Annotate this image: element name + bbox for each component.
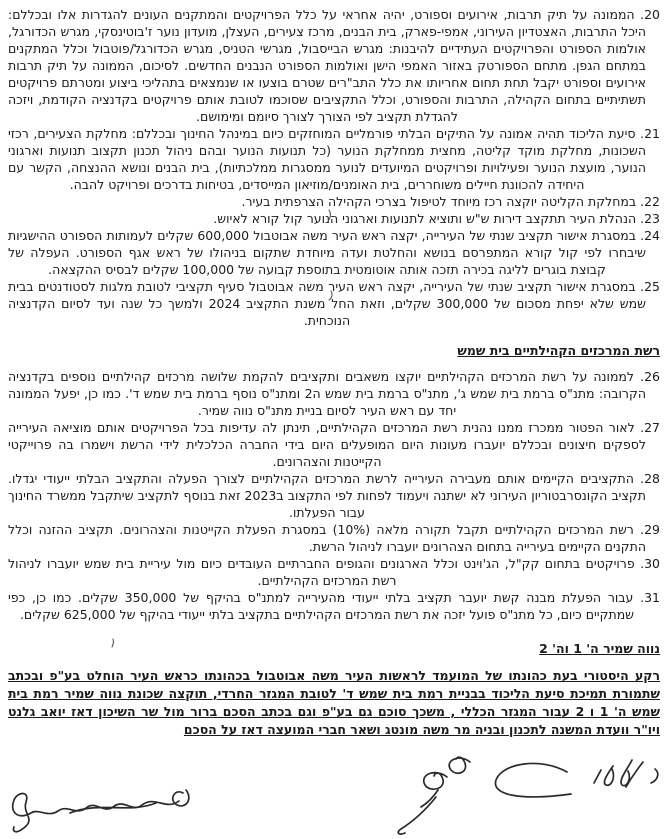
item-number: 26. xyxy=(640,369,660,384)
item-text: עבור הפעלת מבנה קשת יועבר תקציב בלתי ייעודי מהעירייה למתנ"ס בהיקף של 350,000 שקלים. כמו כן, כפי שמתקיים כיום, כל מתנ"ס פועל יזכה את רשת המרכזים הקהילתיים בתקציב בלתי ייעודי בהיקף של 625,000 שקלים. xyxy=(8,590,635,622)
section-heading-community-centers: רשת המרכזים הקהילתיים בית שמש xyxy=(457,343,660,358)
list-item-23 xyxy=(8,210,660,227)
item-text: במסגרת אישור תקציב שנתי של העירייה, יקצה ראש העיר משה אבוטבול 600,000 שקלים לעמותות הספורט ההישגיות שיבחרו לפי קול קורא המתפרסם בנושא והחלטת ועדה מיוחדת שתקום בניהולו של ראש אגף הספורט. העפלה של קבוצת בוגרים לליגה בכירה תזכה אותה אוטומטית בתוספת קבועה של 100,000 שקלים לבסיס ההקצאה. xyxy=(8,228,646,277)
item-text: רשת המרכזים הקהילתיים תקבל תקורה מלאה (10%) במסגרת הפעלת הקייטנות והצהרונים. תקציב ההזנה וכלל התקנים הקיימים בעירייה בתחום הצהרונים יועברו לניהול הרשת. xyxy=(8,522,646,554)
item-number: 25. xyxy=(640,279,660,294)
item-text: פרויקטים בתחום קק"ל, הג'וינט וכלל הארגונים והגופים החברתיים העובדים כיום מול עיריית בית שמש יועברו לניהול רשת המרכזים הקהילתיים. xyxy=(8,556,635,588)
item-number: 31. xyxy=(640,590,660,605)
item-number: 29. xyxy=(640,522,660,537)
item-number: 20. xyxy=(640,7,660,22)
list-item-22 xyxy=(8,193,660,210)
signature-scribble-left xyxy=(13,790,189,832)
section-heading-naveh-shamir: נווה שמיר ה' 1 וה' 2 xyxy=(539,641,660,656)
list-item-30 xyxy=(8,555,660,589)
item-number: 21. xyxy=(640,126,660,141)
list-item-24 xyxy=(8,227,660,278)
signature-scribble-middle xyxy=(398,757,470,834)
item-text: במסגרת אישור תקציב שנתי של העירייה, יקצה ראש העיר משה אבוטבול סעיף תקציבי לטובת מלגות לסטודנטים בבית שמש שלא יפחת מסכום של 300,000 שקלים, וזאת החל משנת התקציב 2024 ולמשך כל שנה ועד לסיום הקדנציה הנוכחית. xyxy=(8,279,646,328)
item-text: הממונה על תיק תרבות, אירועים וספורט, יהיה אחראי על כלל הפרויקטים והמתקנים העונים להגדרות אלו ובכללם: היכל התרבות, האצטדיון העירוני, אמפי-פארק, בית הבנים, מרכז צעירים, העצלן, מועדון נוער ז'בוטינסקי, מגרש הכדורגל, אולמות הספורט והפרויקטים העתידיים להיבנות: מגרש הבייסבול, מגרשי הטניס, מגרש הכדורגל/פוטבול וכלל המתקנים במתחם הגפן. מתחם הספורטק באזור האמפי הישן ואולמות הספורט הנבנים החדשים. לסיכום, הממונה על תיק תרבות אירועים וספורט יקבל תחת תחום אחריותו את כלל התב"רים שטרם בוצעו או שנמצאים בתהליכי ביצוע ומטרתם פרויקטים תשתיתיים בתחום הקהילה, התרבות והספורט, וכלל התקציבים שסוכמו לטובת אותם פרויקטים בקדנציה הקודמת, ויזכה להגדלת תקציב לפי הצורך לצורך סיומם ומימושם. xyxy=(8,7,646,124)
list-item-25 xyxy=(8,278,660,329)
item-text: סיעת הליכוד תהיה אמונה על התיקים הבלתי פורמליים המוחזקים כיום במינהל החינוך ובכללם: מחלקת הצעירים, רכזי השכונות, מחלקת מוקד קליטה, מחצית ממחלקת הנוער (כל תנועות הנוער ובהם ניהול תכנון תקצוב תנועות וארגוני הנוער, מועצת הנוער ופעילויות ופרויקטים המיועדים לנוער ממסגרות ממלכתיות), בית הבנים ונושא ההנצחה, הקשר עם היחידה להכוונת חיילים משוחררים, בית האומנים/מוזיאון המייסדים, בטיחות בדרכים ופרויקט להבה. xyxy=(8,126,646,192)
item-text: התקציבים הקיימים אותם מעבירה העירייה לרשת המרכזים הקהילתיים לצורך הפעלה והתקציב הבלתי ייעודי יגדלו. תקציב הקונסרבטוריון העירוני לא ישתנה ויעמוד לפחות לפי התקצוב ב2023 זאת בנוסף לתקציב שיתקבל ממשרד החינוך עבור הפעלתו. xyxy=(8,471,646,520)
list-item-29 xyxy=(8,521,660,555)
list-item-31 xyxy=(8,589,660,623)
item-number: 27. xyxy=(640,420,661,435)
item-number: 28. xyxy=(640,471,660,486)
list-item-20 xyxy=(8,6,660,125)
list-item-26 xyxy=(8,368,660,419)
item-text: לאור הפטור ממכרז ממנו נהנית רשת המרכזים הקהילתיים, תינתן לה עדיפות בכל הפרויקטים אותם מוציאה העירייה לספקים חיצונים ובכללם יועברו מעונות היום המופעלים היום בידי החברה הכלכלית לידי הרשת וישמרו בה פרוייקטי הקייטנות והצהרונים. xyxy=(8,420,646,469)
list-item-27 xyxy=(8,419,660,470)
list-item-28 xyxy=(8,470,660,521)
item-number: 30. xyxy=(640,556,660,571)
item-text: במחלקת הקליטה יוקצה רכז מיוחד לטיפול בצרכי הקהילה הצרפתית בעיר. xyxy=(241,194,637,209)
item-number: 23. xyxy=(640,211,660,226)
item-number: 22. xyxy=(640,194,660,209)
item-text: לממונה על רשת המרכזים הקהילתיים יוקצו משאבים ותקציבים להקמת שלושה מרכזים קהילתיים נוספים בקדנציה הקרובה: מתנ"ס ברמת בית שמש ג', מתנ"ס ברמת בית שמש ה2 ומתנ"ס נוסף ברמת בית שמש ד'. כמו כן, יפעל הממונה יחד עם ראש העיר לסיום בניית מתנ"ס נווה שמיר. xyxy=(8,369,646,418)
signature-scribble-right xyxy=(495,760,657,797)
item-text: הנהלת העיר תתקצב דירות ש"ש ותוציא לתנועות וארגוני הנוער קול קורא לאיוש. xyxy=(213,211,637,226)
list-item-21 xyxy=(8,125,660,193)
item-number: 24. xyxy=(640,228,660,243)
closing-underlined-paragraph: רקע היסטורי בעת כהונתו של המועמד לראשות העיר משה אבוטבול בכהונתו כראש העיר הוחלט בע"פ ובכתב שתמורת תמיכת סיעת הליכוד בבניית רמת בית שמש ד' לטובת המגזר החרדי, תוקצה שכונת נווה שמיר רמת בית שמש ה' 1 ו 2 עבור המגזר הכללי , משכך סוכם גם בע"פ וגם בכתב הסכם ברור מול שר השיכון דאז יואב גלנט ויו"ר וועדת המשנה לתכנון ובניה מר משה מונטג ושאר חברי המועצה דאז על הסכם xyxy=(8,668,660,737)
